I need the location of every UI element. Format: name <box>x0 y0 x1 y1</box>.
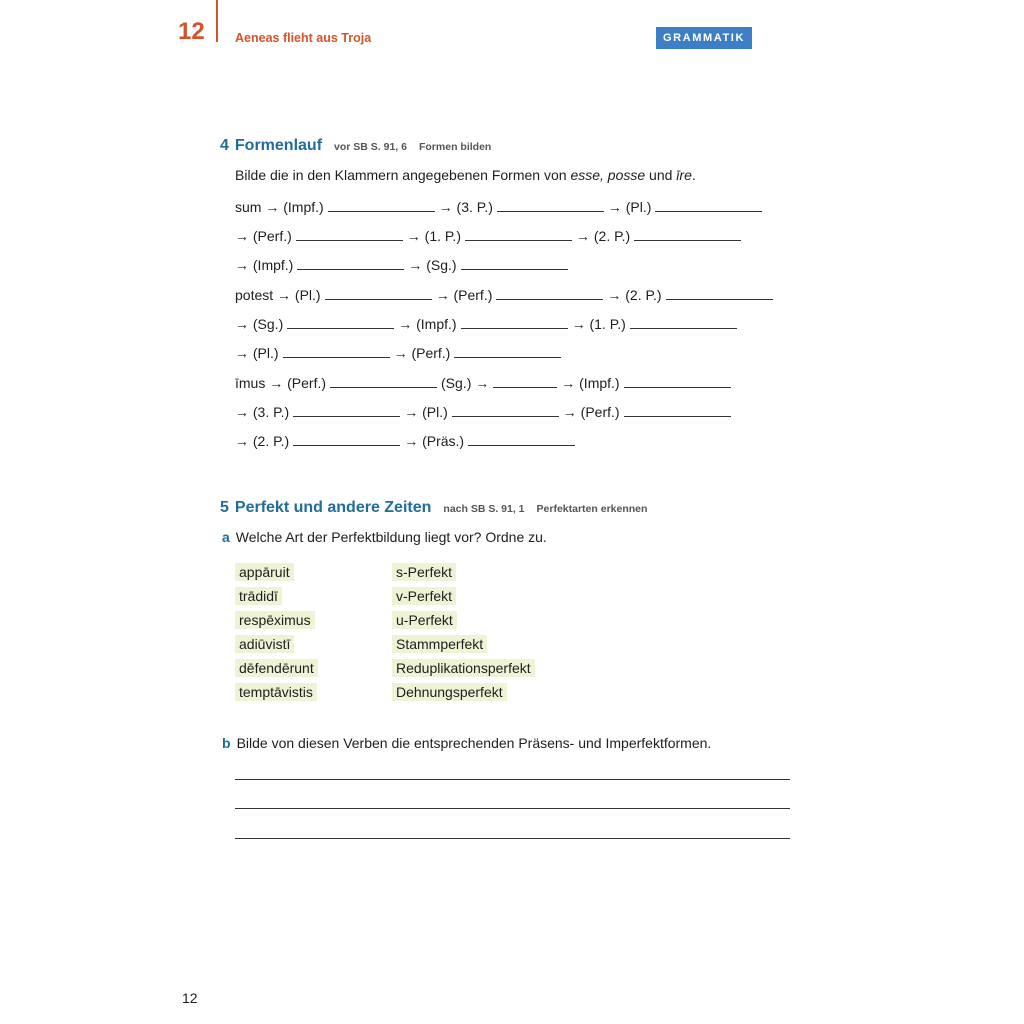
answer-blank[interactable] <box>493 373 557 388</box>
form-prompt: → (Perf.) <box>562 404 620 420</box>
verb-chip[interactable]: respēximus <box>235 611 315 629</box>
header-divider <box>216 0 218 42</box>
form-prompt: → (Präs.) <box>404 433 465 449</box>
formenlauf-line <box>235 226 745 244</box>
exercise-5-heading <box>220 499 647 517</box>
exercise-number: 5 <box>220 499 229 516</box>
answer-blank[interactable] <box>468 431 575 446</box>
exercise-skill: Perfektarten erkennen <box>536 503 648 515</box>
answer-blank[interactable] <box>655 197 762 212</box>
answer-blank[interactable] <box>630 314 737 329</box>
instruction-verb: īre <box>676 167 692 183</box>
chapter-number: 12 <box>178 18 205 45</box>
form-prompt: → (Perf.) <box>235 228 292 244</box>
form-prompt: potest → (Pl.) <box>235 287 321 303</box>
answer-blank[interactable] <box>461 255 568 270</box>
perfect-type-chip[interactable]: Reduplikationsperfekt <box>392 659 535 677</box>
exercise-skill: Formen bilden <box>418 141 492 153</box>
answer-blank[interactable] <box>330 373 437 388</box>
form-prompt: → (2. P.) <box>575 228 631 244</box>
instruction-text: Bilde die in den Klammern angegebenen Formen von <box>235 167 571 183</box>
part-letter: a <box>222 529 230 545</box>
formenlauf-line <box>235 197 766 215</box>
answer-blank[interactable] <box>465 226 572 241</box>
answer-line[interactable] <box>235 808 790 809</box>
form-prompt: → (Pl.) <box>235 345 279 361</box>
verb-chip[interactable]: trādidī <box>235 587 282 605</box>
form-prompt: → (3. P.) <box>438 199 493 215</box>
answer-blank[interactable] <box>325 285 432 300</box>
formenlauf-line <box>235 314 741 332</box>
exercise-reference: vor SB S. 91, 6 <box>334 141 407 153</box>
answer-blank[interactable] <box>624 373 731 388</box>
answer-blank[interactable] <box>496 285 603 300</box>
answer-blank[interactable] <box>328 197 435 212</box>
verb-chip[interactable]: adiūvistī <box>235 635 294 653</box>
form-prompt: → (Perf.) <box>393 345 451 361</box>
answer-line[interactable] <box>235 838 790 839</box>
answer-blank[interactable] <box>497 197 604 212</box>
perfect-type-chip[interactable]: u-Perfekt <box>392 611 457 629</box>
answer-blank[interactable] <box>296 226 403 241</box>
part-instruction: Welche Art der Perfektbildung liegt vor? Ordne zu. <box>235 529 547 545</box>
exercise-4-heading <box>220 137 491 155</box>
form-prompt: → (Pl.) <box>607 199 652 215</box>
answer-blank[interactable] <box>452 402 559 417</box>
exercise-title: Perfekt und andere Zeiten <box>234 499 432 516</box>
part-instruction: Bilde von diesen Verben die entsprechenden Präsens- und Imperfektformen. <box>236 735 712 751</box>
formenlauf-line <box>235 285 777 303</box>
form-prompt: → (Pl.) <box>404 404 448 420</box>
exercise-reference: nach SB S. 91, 1 <box>443 503 525 515</box>
answer-blank[interactable] <box>634 226 741 241</box>
form-prompt: → (Sg.) <box>408 257 457 273</box>
form-prompt: → (Perf.) <box>435 287 493 303</box>
answer-blank[interactable] <box>624 402 731 417</box>
chapter-title: Aeneas flieht aus Troja <box>235 31 372 45</box>
exercise-4-instruction <box>235 167 696 183</box>
answer-blank[interactable] <box>283 343 390 358</box>
perfect-type-chip[interactable]: Stammperfekt <box>392 635 487 653</box>
form-prompt: → (2. P.) <box>235 433 290 449</box>
exercise-title: Formenlauf <box>234 137 323 154</box>
part-a-instruction <box>222 529 547 545</box>
verb-chip[interactable]: appāruit <box>235 563 294 581</box>
perfect-type-chip[interactable]: v-Perfekt <box>392 587 456 605</box>
answer-blank[interactable] <box>461 314 568 329</box>
form-prompt: → (1. P.) <box>406 228 461 244</box>
answer-blank[interactable] <box>666 285 773 300</box>
form-prompt: → (2. P.) <box>607 287 662 303</box>
form-prompt: īmus → (Perf.) <box>235 375 327 391</box>
form-prompt: → (3. P.) <box>235 404 290 420</box>
instruction-verbs: esse, posse <box>570 167 646 183</box>
form-prompt: → (Impf.) <box>561 375 620 391</box>
instruction-text: und <box>645 167 677 183</box>
form-prompt: → (Sg.) <box>235 316 284 332</box>
verb-chip[interactable]: temptāvistis <box>235 683 317 701</box>
formenlauf-line <box>235 373 735 391</box>
formenlauf-line <box>235 255 572 273</box>
answer-blank[interactable] <box>293 402 400 417</box>
form-prompt: → (Impf.) <box>235 257 294 273</box>
verb-chip[interactable]: dēfendērunt <box>235 659 318 677</box>
answer-blank[interactable] <box>293 431 400 446</box>
form-prompt: sum → (Impf.) <box>235 199 324 215</box>
part-letter: b <box>222 735 231 751</box>
section-tag: GRAMMATIK <box>656 27 752 49</box>
part-b-instruction <box>222 735 711 751</box>
form-prompt: → (Impf.) <box>398 316 457 332</box>
form-prompt: → (1. P.) <box>571 316 626 332</box>
perfect-type-chip[interactable]: Dehnungsperfekt <box>392 683 507 701</box>
formenlauf-line <box>235 402 735 420</box>
formenlauf-line <box>235 431 579 449</box>
formenlauf-line <box>235 343 565 361</box>
perfect-type-chip[interactable]: s-Perfekt <box>392 563 456 581</box>
answer-blank[interactable] <box>297 255 404 270</box>
form-prompt: (Sg.) → <box>441 375 490 391</box>
exercise-number: 4 <box>220 137 229 154</box>
answer-blank[interactable] <box>454 343 561 358</box>
page-number: 12 <box>182 990 198 1006</box>
answer-line[interactable] <box>235 779 790 780</box>
answer-blank[interactable] <box>287 314 394 329</box>
instruction-text: . <box>691 167 696 183</box>
